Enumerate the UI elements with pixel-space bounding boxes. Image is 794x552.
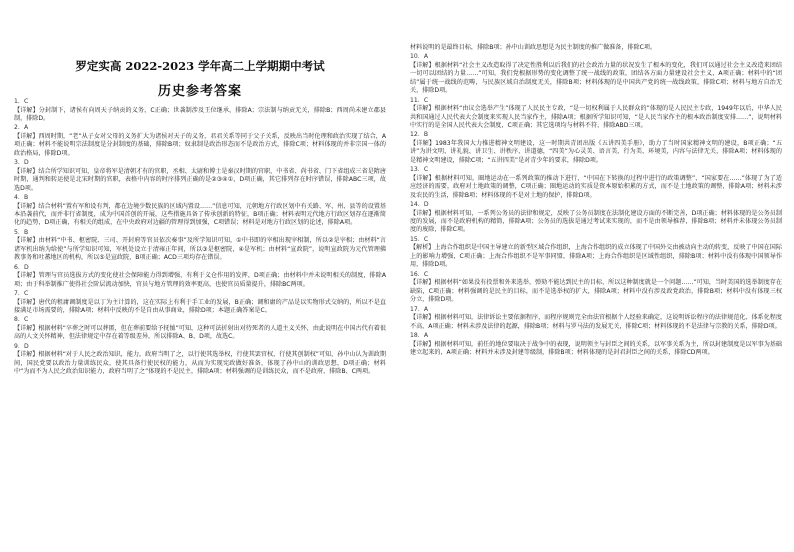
- explanation-paragraph: 【详解】管理与官员选拔方式的变化使社会保障能力得到增强，有利于义仓作用的发挥，D项正确；由材料中并未说明相关的制度，排除A项；由于科举制推广使得社会阶层流动加快，官员与地方管理的效率更高，也使官员质量提升，排除BC两项。: [14, 272, 386, 288]
- answer-key: 15．C: [410, 235, 429, 243]
- answer-key: 18．A: [410, 331, 429, 339]
- answer-key: 5．B: [14, 228, 29, 236]
- explanation-paragraph: 【详解】根据材料可知，一系列公务员的法律和规定，反映了公务员制度在法制化建设方面的不断完善，D项正确；材料体现的是公务员制度的发展，而不是政府机构的精简，排除A项；公务员的选拔是通过考试来实现的，而不是由领导推荐，排除B项；材料并未体现公务员制度的废除，排除C项。: [410, 209, 782, 234]
- explanation-paragraph: 【详解】结合材料“置有军和设有判，都在边境少数民族的区域内置设……”信息可知，元朝地方行政区划中有关路、军、州、县等的设置基本沿袭前代，而并非行省制度，成为中国首创的开展，这些措施具备了传承创新的特征，B项正确；材料表明元代地方行政区划存在逐渐简化的趋势，D项正确，有相关的组成，在中央政府对边疆的管理得到加强，C项错误；材料是对地方行政区划的论述，排除A项。: [14, 202, 386, 227]
- answer-key: 16．C: [410, 270, 429, 278]
- explanation-paragraph: 【详解】根据材料可知，圈地运动在一系列政策的推动下进行，“中国在下转换的过程中进行的政策调整”、“国家要在……”体现了为了适应经济的需要，政府对土地政策的调整，C项正确；圈地运动的实质是资本原始积累的方式，而不是土地政策的调整，排除A项；材料未涉及农民的生活，排除B项；材料体现的不是对土地的保护，排除D项。: [410, 174, 782, 199]
- explanation-paragraph: 【详解】西周时期，“老”从子女对父母的义务扩大为诸侯对天子的义务，君君关系等同于父子关系，反映出当时伦理和政治实现了结合，A项正确；材料不能说明宗法制度是分封制度的基础，排除B项；奴隶制是政治形态而不是政治方式，排除C项；材料体现的并非宗国一体的政治格局，排除D项。: [14, 133, 386, 157]
- answer-key: 12．B: [410, 131, 429, 139]
- answer-key: 6．D: [14, 263, 29, 271]
- page-subtitle: 历史参考答案: [157, 84, 242, 99]
- explanation-paragraph: 【详解】分封制下，诸侯有向周天子纳贡的义务，C正确；世袭制涉及王位继承，排除A；宗法制与纳贡无关，排除B；西周尚未建立郡县制，排除D。: [14, 106, 386, 122]
- explanation-paragraph: 【详解】由材料“中书、枢密院、三司、开封府等官员依次奏事”及所学知识可知，①中书即的宰相出现宰相制，所以②是宰相；由材料“言诸军机出纳为给使”与所学知识可知，军机处设立于清雍正年间，所以③是枢密院，④是军机；由材料“宣政院”，说明宣政院为元代管理佛教事务和吐蕃地区的机构，所以⑤是宣政院，B项正确；ACD三项均存在错误。: [14, 237, 386, 262]
- explanation-paragraph: 【详解】根据材料“对于人民之政治知识，能力，政府当明了之，以行使其选举权，行使其罢官权，行使其创制权”可知，孙中山认为训政期间，国民党要以政治力量训练民众，使其具备行使民权的能力，从而为实现宪政做好准备，体现了孙中山的训政思想，D项正确；材料中“为而不为人民之政治知识能力，政府当明了之”体现的不是民主，排除A项；材料强调的是训练民众，而不是政府，排除B、C两项。: [14, 351, 386, 376]
- explanation-paragraph: 【详解】结合所学知识可知，皇帝将军是清朝才有的官职，丞相、太尉和博士是秦汉时期的官职，中书省、尚书省、门下省组成三省是隋唐时期，通判和转运使是北宋时期的官职，表格中内容的时序排列正确的是②③④①，D项正确，其它排列存在时序错误，排除ABC三项，故选D项。: [14, 167, 386, 192]
- answer-key: 17．A: [410, 305, 429, 313]
- answer-key: 9．D: [14, 342, 29, 350]
- explanation-paragraph: 【详解】根据材料可知，法律诉讼主要依据程序，而程序规则完全由法官根据个人经验来确定，这说明诉讼程序的法律规范化、体系化程度不高，A项正确；材料未涉及法律的起源，排除B项；材料与罗马法的发展无关，排除C项；材料体现的不是法律与宗教的关系，排除D项。: [410, 314, 782, 330]
- answer-key: 3．D: [14, 159, 29, 167]
- answer-key: 11．C: [410, 96, 429, 104]
- explanation-paragraph: 【解析】上海合作组织是中国主导建立的新型区域合作组织，上海合作组织的成立体现了中国外交由被动向主动的转变，反映了中国在国际上的影响力增强，C项正确；上海合作组织不是军事同盟，排除A项；上海合作组织是区域性组织，排除B项；材料中没有体现中国领导作用，排除D项。: [410, 244, 782, 269]
- explanation-paragraph: 【详解】1983年我国大力推进精神文明建设，这一时期共青团出版《五讲四美手册》，助力了当时国家精神文明的建设，B项正确；“五讲”为讲文明、讲礼貌、讲卫生、讲秩序、讲道德，“四美”为心灵美、语言美、行为美、环境美，内容与法律无关，排除A项；材料体现的是精神文明建设，排除C项；“五讲四美”是对青少年的要求，排除D项。: [410, 140, 782, 164]
- page-title: 罗定实高 2022-2023 学年高二上学期期中考试: [75, 59, 325, 73]
- explanation-paragraph: 材料说明的是最终目标，排除B项；孙中山训政思想是为民主制度的推广做准备，排除C项。: [410, 44, 657, 51]
- right-column: [410, 44, 782, 358]
- answer-key: 13．C: [410, 166, 429, 174]
- explanation-paragraph: 【详解】根据材料“卒葬之时可以葬匿，但在葬前要给予抚恤”可知，这种可法折射出对待死者的人道主义关怀，由此说明在中国古代有着很高的人文关怀精神，但法律规定中存在着等级差异，所以排除A、B、D项，故选C。: [14, 325, 386, 341]
- left-column: [14, 98, 386, 378]
- answer-key: 14．D: [410, 201, 429, 209]
- answer-key: 8．C: [14, 316, 29, 324]
- explanation-paragraph: 【详解】根据材料“如果没有投票和外来选举，弹劾不能达到民主的目标，所以这种制度就是一个问题……”可知，当时美国的选举制度存在缺陷，C项正确；材料强调的是民主的目标，而不是选举权的扩大，排除A项；材料中没有涉及政党政治，排除B项；材料中没有体现三权分立，排除D项。: [410, 279, 782, 304]
- answer-key: 10．A: [410, 53, 429, 61]
- answer-key: 1．C: [14, 98, 29, 105]
- answer-key: 4．B: [14, 194, 29, 202]
- answer-key: 7．C: [14, 290, 29, 298]
- explanation-paragraph: 【详解】根据材料可知，前任的地位要取决于战争中的表现，说明领主与封臣之间的关系，以军事关系为主，所以封建制度是以军事为基础建立起来的，A项正确；材料并未涉及封建等级制，排除B项；材料体现的是封君封臣之间的关系，排除CD两项。: [410, 340, 782, 356]
- explanation-paragraph: 【详解】唐代的租庸调制度是以丁为主计算的，这在实际上有利于手工业的发展，B正确；调和庸的产品是以实物形式交纳的，所以不是直接满足市场需要的，排除A项；材料中反映的不是自由从事商业，排除D项；本题正确答案是C。: [14, 298, 386, 315]
- answer-key: 2．A: [14, 124, 29, 132]
- explanation-paragraph: 【详解】根据材料“由议会选举产生”体现了人民民主专政，“是一切权利属于人民群众的”体现的是人民民主专政，1949年以后，中华人民共和国通过人民代表大会制度来实现人民当家作主，排除A项；根据所学知识可知，“是人民当家作主的根本政治制度安排……”，说明材料中实行的是全国人民代表大会制度，C项正确；其它选项均与材料不符，排除ABD三项。: [410, 105, 782, 130]
- explanation-paragraph: 【详解】根据材料“社会主义改造取得了决定性胜利以后我们的社会政治力量的状况发生了根本的变化，我们可以通过社会主义改造来团结一切可以团结的力量……”可知，我们党根据形势的变化调整了统一战线的政策，团结各方面力量建设社会主义，A项正确；材料中的“团结”属于统一战线的范畴，与民族区域自治制度无关，排除B项；材料体现的是中国共产党的统一战线政策，排除C项；材料与地方自治无关，排除D项。: [410, 62, 782, 95]
